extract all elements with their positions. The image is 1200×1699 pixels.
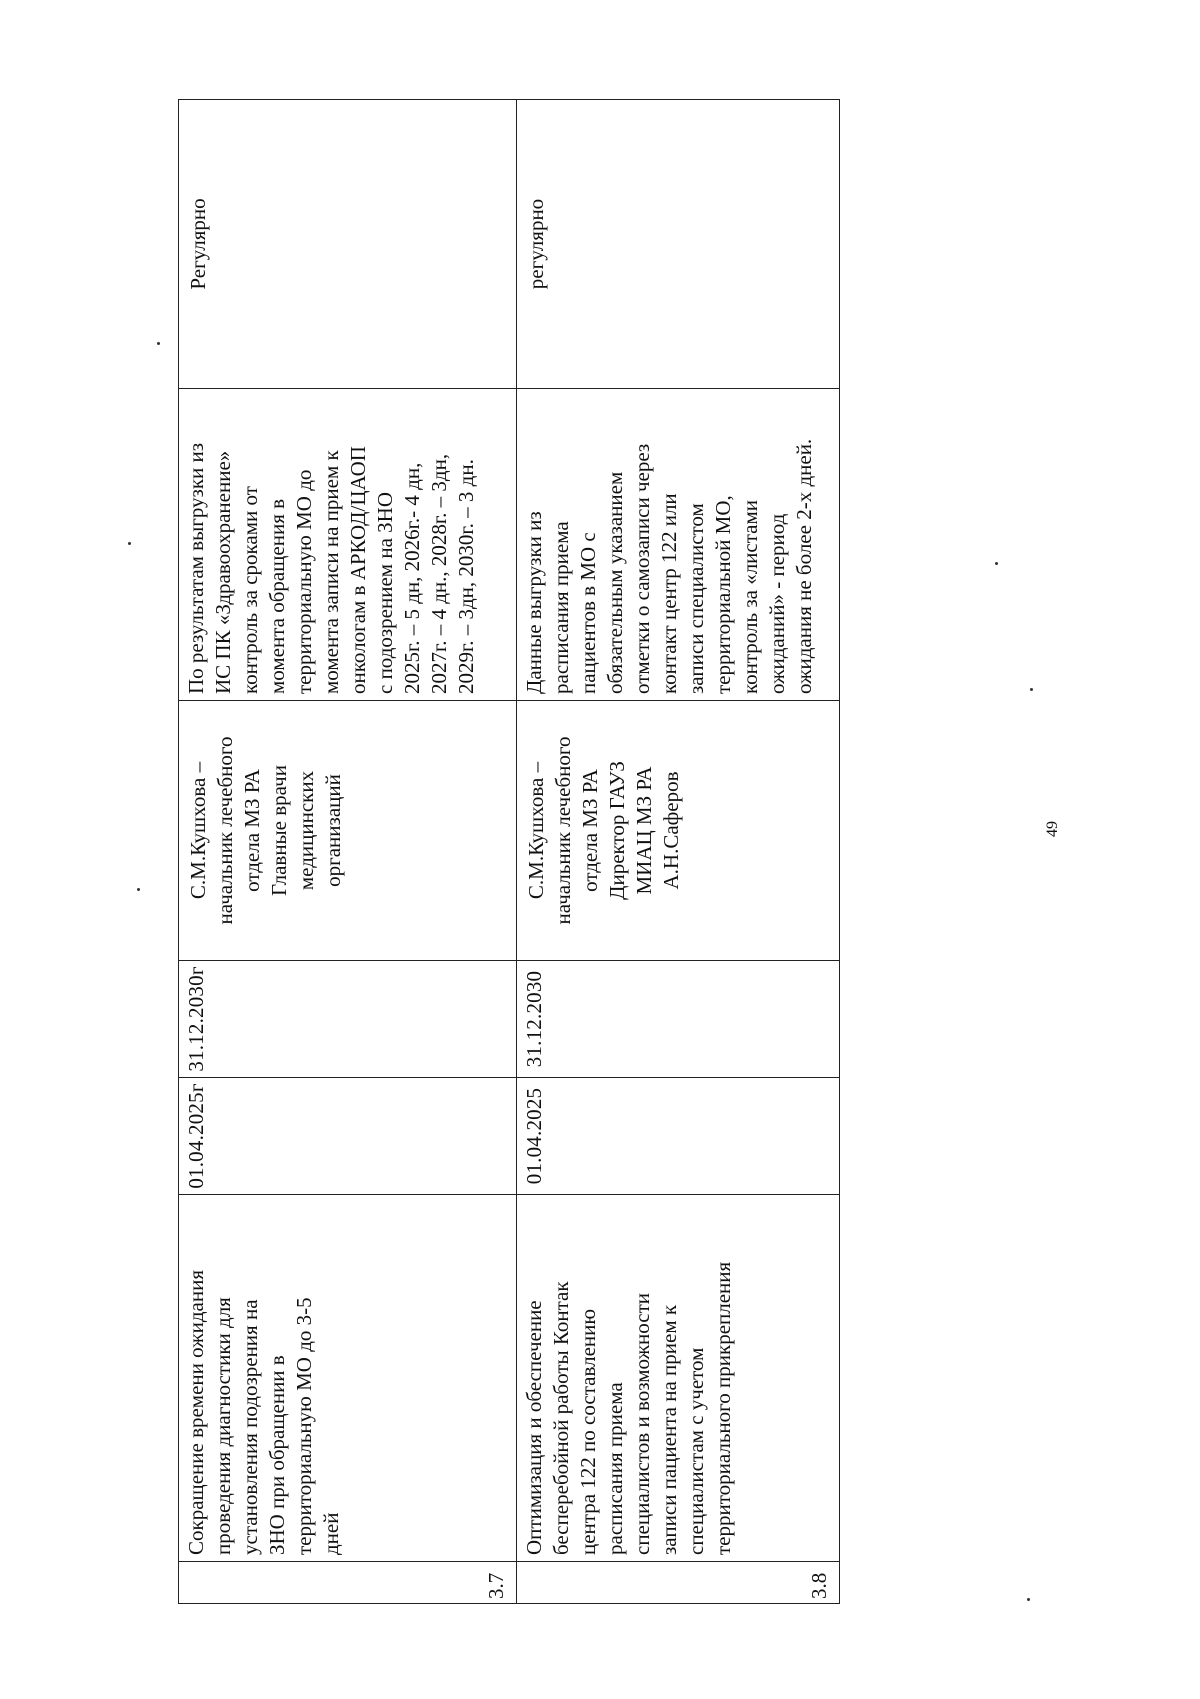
responsible-cell: С.М.Кушхова – начальник лечебного отдела МЗ РА Главные врачи медицинских организаций [179, 701, 517, 961]
row-number: 3.8 [517, 1562, 840, 1604]
scan-speck [1030, 688, 1033, 691]
measure-cell: Сокращение времени ожидания проведения диагностики для установления подозрения на ЗНО при обращении в территориальную МО до 3-5 дней [179, 1195, 517, 1562]
rotated-table-sheet [178, 100, 839, 1604]
scan-speck [1027, 1598, 1030, 1601]
action-plan-table [178, 99, 840, 1604]
measure-cell: Оптимизация и обеспечение бесперебойной работы Контак центра 122 по составлению расписания приема специалистов и возможности записи пациента на прием к специалистам с учетом территориального прикрепления [517, 1195, 840, 1562]
frequency-cell: регулярно [517, 100, 840, 389]
scan-speck [137, 888, 140, 891]
scan-speck [995, 562, 998, 565]
frequency-cell: Регулярно [179, 100, 517, 389]
result-cell: По результатам выгрузки из ИС ПК «Здравоохранение» контроль за сроками от момента обращения в территориальную МО до момента записи на прием к онкологам в АРКОД/ЦАОП с подозрением на ЗНО 2025г. – 5 дн, 2026г.- 4 дн, 2027г. – 4 дн., 2028г. – 3дн, 2029г. – 3дн, 2030г. – 3 дн. [179, 389, 517, 701]
row-number: 3.7 [179, 1562, 517, 1604]
scan-speck [128, 542, 131, 545]
scan-speck [157, 342, 160, 345]
page-number: 49 [1044, 821, 1061, 837]
responsible-cell: С.М.Кушхова – начальник лечебного отдела МЗ РА Директор ГАУЗ МИАЦ МЗ РА А.Н.Саферов [517, 701, 840, 961]
start-date-cell: 01.04.2025 [517, 1078, 840, 1195]
end-date-cell: 31.12.2030 [517, 961, 840, 1078]
start-date-cell: 01.04.2025г [179, 1078, 517, 1195]
end-date-cell: 31.12.2030г [179, 961, 517, 1078]
result-cell: Данные выгрузки из расписания приема пациентов в МО с обязательным указанием отметки о самозаписи через контакт центр 122 или записи специалистом территориальной МО, контроль за «листами ожиданий» - период ожидания не более 2-х дней. [517, 389, 840, 701]
table-row [517, 100, 840, 1604]
table-row [179, 100, 517, 1604]
